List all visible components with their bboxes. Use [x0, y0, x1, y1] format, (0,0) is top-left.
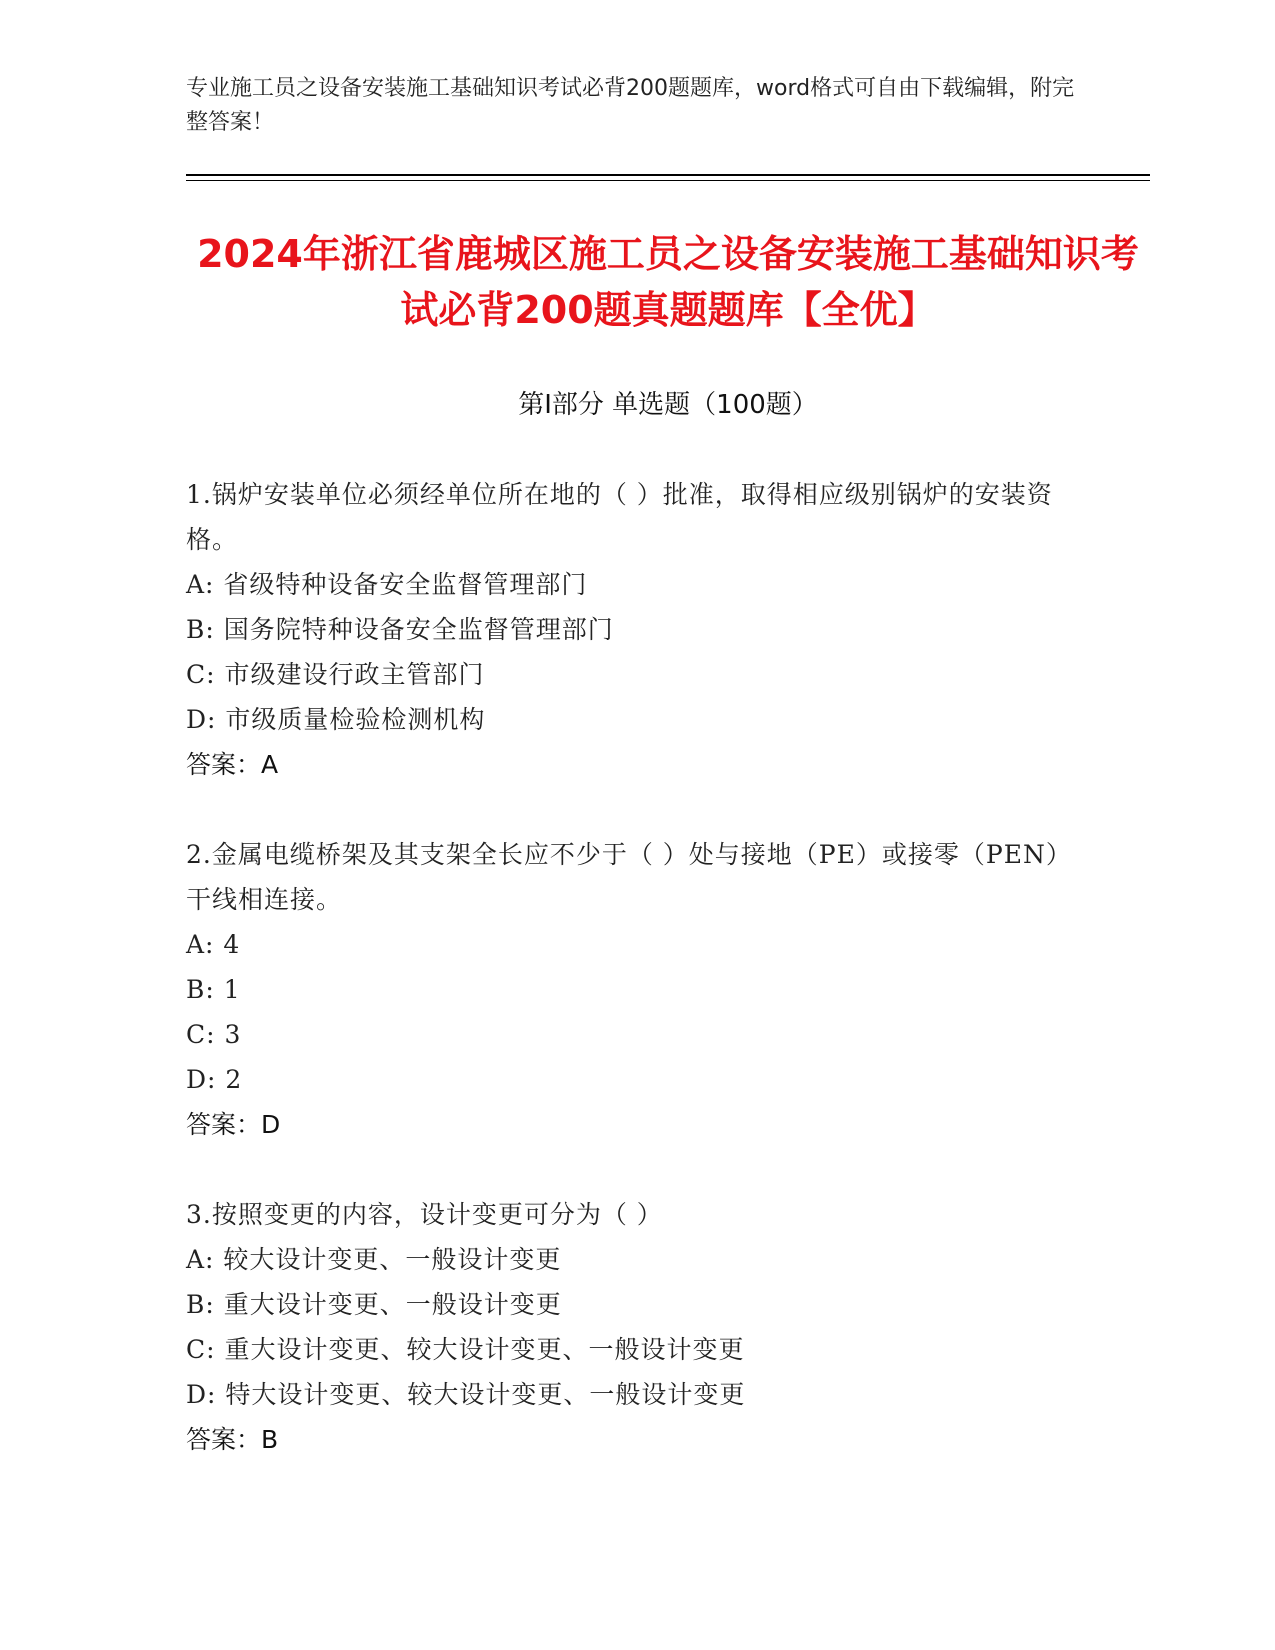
question-stem: 3.按照变更的内容，设计变更可分为（ ）: [186, 1200, 663, 1229]
option-d: D: 2: [186, 1065, 243, 1094]
option-d: D: 市级质量检验检测机构: [186, 705, 486, 734]
option-d: D: 特大设计变更、较大设计变更、一般设计变更: [186, 1380, 746, 1409]
header-divider-thin: [186, 180, 1150, 181]
question-item: [186, 832, 1086, 1147]
option-b: B: 国务院特种设备安全监督管理部门: [186, 615, 614, 644]
answer-line: 答案：B: [186, 1425, 279, 1454]
option-b: B: 1: [186, 975, 241, 1004]
option-b: B: 重大设计变更、一般设计变更: [186, 1290, 562, 1319]
answer-line: 答案：D: [186, 1110, 281, 1139]
option-a: A: 较大设计变更、一般设计变更: [186, 1245, 562, 1274]
answer-line: 答案：A: [186, 750, 279, 779]
option-c: C: 市级建设行政主管部门: [186, 660, 485, 689]
question-list: [186, 472, 1086, 1507]
option-a: A: 省级特种设备安全监督管理部门: [186, 570, 588, 599]
section-heading: 第Ⅰ部分 单选题（100题）: [518, 390, 818, 420]
option-c: C: 3: [186, 1020, 242, 1049]
question-item: [186, 1192, 1086, 1462]
question-item: [186, 472, 1086, 787]
option-a: A: 4: [186, 930, 241, 959]
option-c: C: 重大设计变更、较大设计变更、一般设计变更: [186, 1335, 745, 1364]
document-title: 2024年浙江省鹿城区施工员之设备安装施工基础知识考试必背200题真题题库【全优】: [197, 232, 1139, 332]
question-stem: 2.金属电缆桥架及其支架全长应不少于（ ）处与接地（PE）或接零（PEN）干线相连接。: [186, 840, 1072, 914]
question-stem: 1.锅炉安装单位必须经单位所在地的（ ）批准，取得相应级别锅炉的安装资格。: [186, 480, 1053, 554]
header-note: 专业施工员之设备安装施工基础知识考试必背200题题库，word格式可自由下载编辑，附完整答案！: [186, 76, 1075, 135]
header-divider-thick: [186, 174, 1150, 176]
